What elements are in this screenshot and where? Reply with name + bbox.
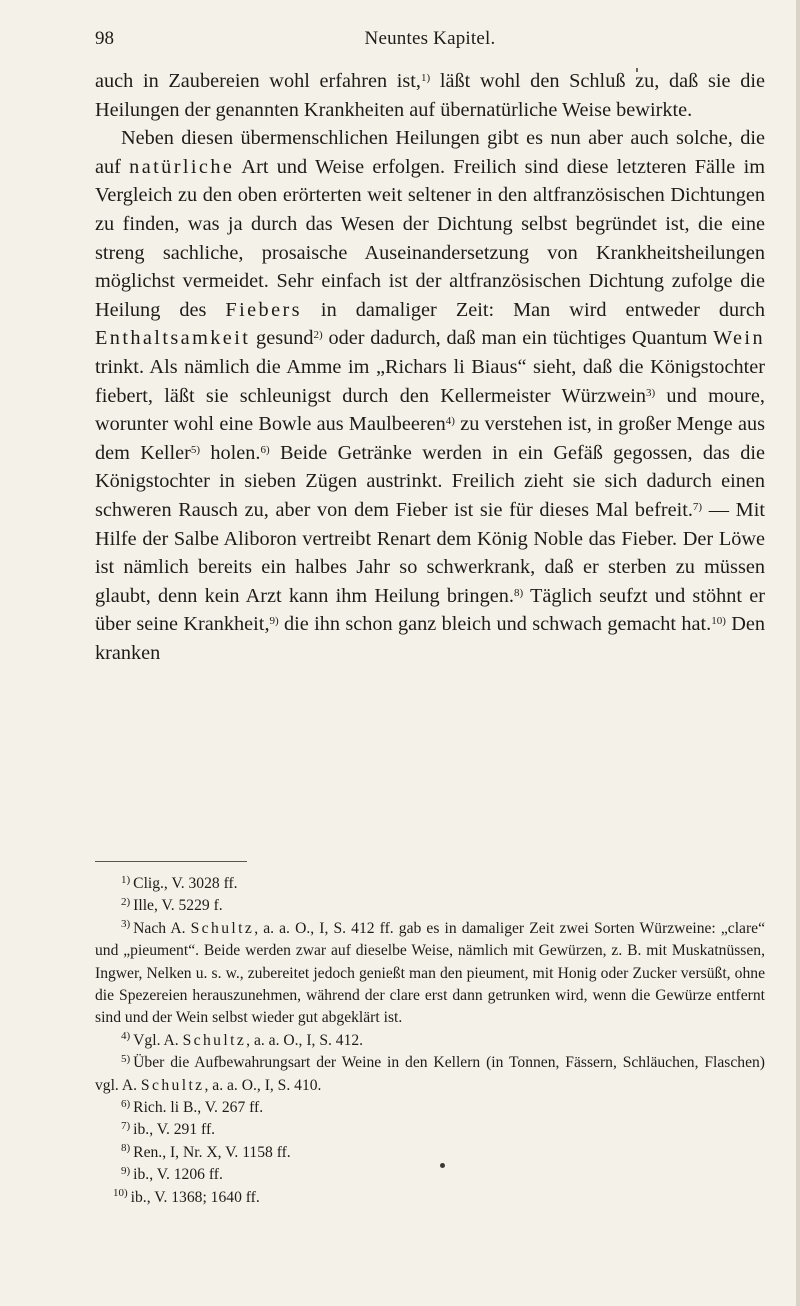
footnote-1: [95, 873, 765, 895]
footnote-number: 5): [121, 1052, 131, 1065]
text-run: läßt wohl den Schluß zu, daß sie die Heilungen der genannten Krankheiten auf übernatürliche Weise bewirkte.: [95, 70, 765, 121]
text-run: trinkt. Als nämlich die Amme im „Richars li Biaus“ sieht, daß die Königstochter fiebert, läßt sie schleunigst durch den Kellermeister Würzwein: [95, 355, 765, 407]
text-run: und moure, worunter wohl eine Bowle aus Maulbeeren: [95, 384, 765, 436]
footnote-number: 6): [121, 1097, 131, 1110]
main-text: [95, 67, 765, 667]
spaced-emphasis: Enthaltsamkeit: [95, 327, 251, 350]
footnote-10: [95, 1187, 765, 1209]
footnote-7: [95, 1119, 765, 1141]
author-name: Schultz: [140, 1076, 205, 1094]
footnote-number: 3): [121, 918, 131, 931]
text-run: Neben diesen übermenschlichen Heilungen gibt es nun aber auch solche, die auf: [95, 127, 765, 178]
text-run: zu verstehen ist, in großer Menge aus dem Keller: [95, 413, 765, 464]
text-run: in damaliger Zeit: Man wird entweder durch: [301, 298, 766, 321]
footnote-ref-10[interactable]: 10): [711, 615, 726, 628]
footnote-text: Nach A.: [133, 919, 191, 937]
paragraph-2: [95, 124, 765, 667]
footnote-3: [95, 918, 765, 1030]
text-run: Den kranken: [95, 613, 765, 664]
footnote-text: Über die Aufbewahrungsart der Weine in den Kellern (in Tonnen, Fässern, Schläuchen, Flaschen) vgl. A.: [95, 1054, 765, 1094]
text-run: oder dadurch, daß man ein tüchtiges Quantum: [322, 327, 714, 350]
page-number: 98: [95, 28, 114, 49]
text-run: Beide Getränke werden in ein Gefäß gegossen, das die Königstochter in sieben Zügen austrinkt. Freilich zieht sie sich dadurch einen schweren Rausch zu, aber von dem Fieber ist sie für dieses Mal befreit.: [95, 441, 765, 521]
footnote-text: , a. a. O., I, S. 412.: [246, 1031, 364, 1049]
author-name: Schultz: [182, 1031, 247, 1049]
footnote-ref-1[interactable]: 1): [421, 71, 431, 84]
footnote-text: Vgl. A.: [133, 1031, 183, 1049]
footnote-number: 9): [121, 1164, 131, 1177]
footnote-text: ib., V. 291 ff.: [133, 1121, 216, 1139]
footnote-text: Clig., V. 3028 ff.: [133, 875, 238, 892]
footnote-9: [95, 1164, 765, 1186]
text-run: — Mit Hilfe der Salbe Aliboron vertreibt Renart dem König Noble das Fieber. Der Löwe ist nämlich bereits ein halbes Jahr so schwerkrank, daß er sterben zu müssen glaubt, denn kein Arzt kann ihm Heilung bringen.: [95, 498, 765, 607]
text-run: auch in Zaubereien wohl erfahren ist,: [95, 70, 421, 92]
footnote-ref-7[interactable]: 7): [692, 500, 703, 513]
footnote-text: Ille, V. 5229 f.: [133, 897, 223, 915]
footnote-5: [95, 1052, 765, 1097]
footnote-ref-9[interactable]: 9): [269, 615, 279, 628]
footnote-4: [95, 1030, 765, 1052]
footnote-separator: [95, 861, 247, 862]
footnote-text: ib., V. 1206 ff.: [133, 1166, 223, 1184]
text-run: holen.: [200, 441, 261, 464]
text-run: gesund: [250, 327, 314, 350]
text-run: die ihn schon ganz bleich und schwach gemacht hat.: [278, 613, 712, 636]
footnote-number: 1): [121, 873, 131, 886]
footnote-2: [95, 895, 765, 917]
footnote-ref-2[interactable]: 2): [313, 329, 323, 342]
footnote-text: Rich. li B., V. 267 ff.: [133, 1099, 264, 1117]
footnote-text: ib., V. 1368; 1640 ff.: [130, 1188, 260, 1206]
footnote-number: 7): [121, 1119, 131, 1132]
page-edge-shadow: [796, 0, 800, 1306]
footnote-ref-5[interactable]: 5): [190, 443, 201, 456]
author-name: Schultz: [190, 919, 255, 937]
footnote-number: 2): [121, 895, 131, 908]
spaced-emphasis: natürliche: [129, 155, 235, 178]
footnotes: [95, 873, 765, 1209]
paragraph-1: [95, 67, 765, 124]
footnote-ref-6[interactable]: 6): [260, 443, 270, 456]
spaced-emphasis: Wein: [713, 327, 766, 350]
footnote-8: [95, 1142, 765, 1164]
page-header: [95, 28, 765, 58]
text-run: Täglich seufzt und stöhnt er über seine Krankheit,: [95, 584, 765, 636]
footnote-text: , a. a. O., I, S. 410.: [204, 1076, 322, 1094]
footnote-text: , a. a. O., I, S. 412 ff. gab es in damaliger Zeit zwei Sorten Würzweine: „clare“ und „pieument“. Beide werden zwar auf dieselbe Weise, nämlich mit Gewürzen, z. B. mit Muskatnüssen, Ingwer, Nelken u. s. w., zubereitet jedoch genießt man den pieument, mit Honig oder Zucker versüßt, ohne die Spezereien herauszunehmen, während der clare erst dann getrunken wird, wenn die Gewürze entfernt sind und der Wein selbst wieder gut abgeklärt ist.: [95, 919, 765, 1027]
footnote-ref-8[interactable]: 8): [513, 586, 524, 599]
chapter-title: Neuntes Kapitel.: [364, 28, 496, 49]
footnote-text: Ren., I, Nr. X, V. 1158 ff.: [133, 1143, 291, 1161]
spaced-emphasis: Fiebers: [225, 298, 302, 321]
footnote-number: 4): [121, 1030, 131, 1043]
footnote-ref-4[interactable]: 4): [445, 415, 455, 428]
print-mark-dot: [440, 1163, 445, 1168]
footnote-number: 10): [113, 1187, 128, 1200]
footnote-number: 8): [121, 1142, 131, 1155]
footnote-6: [95, 1097, 765, 1119]
text-run: Art und Weise erfolgen. Freilich sind diese letzteren Fälle im Vergleich zu den oben erörterten weit seltener in den altfranzösischen Dichtungen zu finden, was ja durch das Wesen der Dichtung selbst begründet ist, die eine streng sachliche, prosaische Auseinandersetzung von Krankheitsheilungen möglichst vermeidet. Sehr einfach ist der altfranzösischen Dichtung zufolge die Heilung des: [95, 155, 765, 321]
footnote-ref-3[interactable]: 3): [645, 386, 656, 399]
